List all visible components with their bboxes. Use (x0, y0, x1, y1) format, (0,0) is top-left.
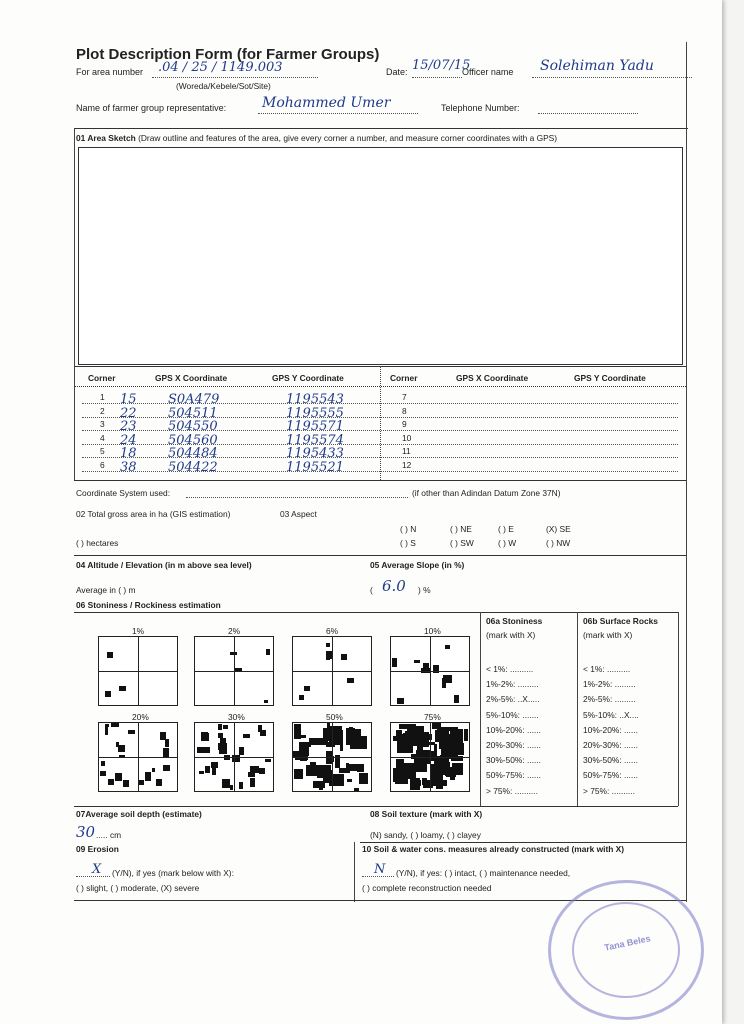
conservation-reconstruction[interactable]: ( ) complete reconstruction needed (362, 883, 492, 893)
square-midline-v (234, 723, 235, 791)
gps-corner-number-2: 9 (402, 419, 407, 429)
stone-mark (100, 771, 106, 776)
conservation-label: 10 Soil & water cons. measures already constructed (mark with X) (362, 844, 625, 854)
stone-mark (354, 788, 359, 791)
square-midline-v (332, 723, 333, 791)
gps-row-line (82, 417, 678, 418)
stone-mark (347, 779, 352, 782)
gps-row-line (82, 444, 678, 445)
altitude-average-field[interactable]: Average in ( ) m (76, 585, 136, 595)
stone-mark (218, 743, 227, 750)
stone-mark (337, 730, 343, 740)
gps-x-value[interactable]: 504560 (168, 432, 218, 448)
stone-mark (430, 751, 437, 761)
soil-depth-unit: ..... cm (96, 830, 122, 840)
gps-corner-number: 2 (100, 405, 105, 416)
soil-texture-options[interactable]: (N) sandy, ( ) loamy, ( ) clayey (370, 830, 481, 840)
stone-mark (464, 729, 468, 741)
stoniness-percent-label: 10% (424, 626, 441, 636)
gps-corner-note[interactable]: 24 (120, 432, 137, 448)
stone-mark (317, 770, 332, 778)
gps-corner-number: 5 (100, 446, 105, 456)
stone-mark (259, 768, 265, 774)
stone-mark (438, 766, 443, 773)
stone-mark (250, 778, 255, 787)
square-midline-v (138, 637, 139, 705)
stone-mark (119, 686, 126, 691)
stone-mark (397, 741, 413, 753)
gps-corner-number-2: 7 (402, 392, 407, 402)
stone-mark (201, 732, 208, 737)
stoniness-title: 06a Stoniness (486, 616, 543, 626)
form-title: Plot Description Form (for Farmer Groups) (76, 46, 380, 63)
stone-mark (294, 724, 301, 739)
hectares-field[interactable]: ( ) hectares (76, 538, 119, 548)
stone-mark (453, 729, 463, 744)
stone-mark (324, 736, 328, 745)
stone-mark (432, 723, 441, 729)
sketch-heading: 01 Area Sketch (76, 133, 136, 143)
stone-mark (230, 785, 233, 790)
surface-rocks-option[interactable]: 30%-50%: ...... (583, 755, 638, 766)
date-value[interactable]: 15/07/15 (412, 58, 471, 73)
stone-mark (392, 658, 397, 667)
surface-rocks-option[interactable]: 10%-20%: ...... (583, 724, 638, 735)
surface-rocks-option[interactable]: 2%-5%: ......... (583, 694, 636, 705)
soil-depth-value[interactable]: 30 (76, 823, 96, 841)
stone-mark (359, 773, 368, 784)
stone-mark (264, 700, 268, 703)
stone-mark (436, 775, 443, 789)
gps-y-value[interactable]: 1195574 (286, 432, 344, 448)
stone-mark (107, 652, 113, 658)
stone-mark (205, 766, 210, 773)
stoniness-option[interactable]: 10%-20%: ...... (486, 724, 541, 735)
stone-mark (294, 769, 303, 779)
stone-mark (350, 736, 367, 749)
surface-rocks-option[interactable]: 5%-10%: ..X.... (583, 709, 639, 720)
square-midline-v (430, 723, 431, 791)
stone-mark (218, 724, 222, 730)
rule-top (74, 128, 688, 129)
stoniness-sample-square (390, 722, 470, 792)
gps-row-line (82, 430, 678, 431)
erosion-yn-text: (Y/N), if yes (mark below with X): (112, 868, 234, 878)
aspect-e[interactable]: ( ) E (498, 524, 514, 534)
stone-mark (239, 747, 244, 755)
date-label: Date: (386, 67, 408, 77)
surface-rocks-option[interactable]: < 1%: .......... (583, 664, 631, 674)
surface-rocks-option[interactable]: 50%-75%: ...... (583, 770, 638, 781)
stamp-text: Tana Beles (603, 933, 652, 953)
gps-row-line (82, 457, 678, 458)
stone-mark (250, 766, 259, 773)
stone-mark (445, 645, 450, 649)
representative-value[interactable]: Mohammed Umer (262, 95, 391, 111)
stone-mark (239, 782, 243, 789)
stone-mark (212, 768, 216, 775)
officer-name-label: Officer name (462, 67, 514, 77)
aspect-nw[interactable]: ( ) NW (546, 538, 571, 548)
stone-mark (223, 725, 228, 729)
soil-depth-label: 07Average soil depth (estimate) (76, 809, 202, 819)
gps-header-corner-2: Corner (390, 373, 418, 383)
gps-header-corner: Corner (88, 373, 116, 383)
stone-mark (152, 768, 155, 772)
stone-mark (156, 779, 162, 786)
stoniness-sample-square (390, 636, 470, 706)
stoniness-heading: 06 Stoniness / Rockiness estimation (76, 600, 221, 610)
representative-line (258, 113, 418, 114)
coordinate-system-note: (if other than Adindan Datum Zone 37N) (412, 488, 561, 498)
stoniness-option[interactable]: 2%-5%: ..X..... (486, 694, 540, 705)
surface-rocks-subtitle: (mark with X) (583, 630, 633, 640)
erosion-severity[interactable]: ( ) slight, ( ) moderate, (X) severe (76, 883, 200, 893)
gps-mid-divider (380, 366, 381, 480)
gps-left-border (74, 366, 75, 480)
stone-mark (326, 643, 330, 647)
square-midline-v (430, 637, 431, 705)
stoniness-percent-label: 75% (424, 712, 441, 722)
stone-mark (105, 727, 108, 735)
stone-mark (163, 748, 169, 757)
stone-mark (327, 723, 330, 732)
erosion-yn-value[interactable]: X (92, 862, 102, 877)
stoniness-col-divider-a (480, 612, 481, 806)
stone-mark (115, 773, 122, 781)
aspect-s[interactable]: ( ) S (400, 538, 416, 548)
stoniness-option[interactable]: 30%-50%: ...... (486, 755, 541, 766)
stoniness-sample-square (194, 636, 274, 706)
stone-mark (443, 675, 452, 683)
stone-mark (348, 764, 364, 771)
stone-mark (163, 765, 170, 771)
representative-label: Name of farmer group representative: (76, 103, 227, 113)
stone-mark (423, 663, 429, 671)
sketch-area[interactable] (78, 147, 683, 365)
stoniness-option[interactable]: > 75%: .......... (486, 785, 538, 796)
surface-rocks-option[interactable]: > 75%: .......... (583, 785, 635, 796)
gps-header-x-2: GPS X Coordinate (456, 373, 529, 383)
gps-y-value[interactable]: 1195433 (286, 446, 344, 461)
coordinate-system-label: Coordinate System used: (76, 488, 171, 498)
erosion-divider (354, 842, 355, 902)
stoniness-sample-square (98, 722, 178, 792)
stoniness-percent-label: 30% (228, 712, 245, 722)
gps-corner-note[interactable]: 15 (120, 392, 137, 407)
sketch-instructions: (Draw outline and features of the area, give every corner a number, and measure corner coordinates with a GPS) (138, 133, 558, 143)
slope-prefix: ( (370, 585, 373, 595)
stone-mark (265, 759, 271, 762)
stoniness-percent-label: 1% (132, 626, 145, 636)
date-line (412, 77, 462, 78)
stone-mark (222, 779, 230, 788)
official-stamp-inner (572, 902, 680, 998)
stone-mark (442, 683, 446, 688)
stone-mark (199, 771, 204, 774)
soil-texture-label: 08 Soil texture (mark with X) (370, 809, 483, 819)
stone-mark (434, 744, 437, 751)
stoniness-option[interactable]: < 1%: .......... (486, 664, 534, 674)
stoniness-rule (74, 612, 678, 613)
gps-corner-note[interactable]: 23 (120, 419, 137, 434)
gps-header-y-2: GPS Y Coordinate (574, 373, 646, 383)
area-number-sublabel: (Woreda/Kebele/Sot/Site) (176, 81, 271, 91)
gps-y-value[interactable]: 1195571 (286, 419, 344, 434)
gps-corner-number: 1 (100, 392, 105, 402)
slope-value[interactable]: 6.0 (382, 577, 406, 595)
gps-y-value[interactable]: 1195521 (286, 459, 344, 475)
stone-mark (204, 747, 210, 753)
stone-mark (128, 730, 135, 734)
gps-corner-note[interactable]: 38 (120, 459, 137, 475)
stone-mark (160, 732, 166, 740)
stone-mark (393, 736, 405, 741)
stone-mark (397, 698, 404, 704)
gps-y-value[interactable]: 1195555 (286, 405, 344, 421)
stone-mark (422, 732, 429, 747)
aspect-se[interactable]: (X) SE (546, 524, 571, 534)
stone-mark (398, 777, 408, 783)
sketch-heading-row (76, 133, 557, 143)
stone-mark (118, 745, 125, 752)
slope-label: 05 Average Slope (in %) (370, 560, 465, 570)
stone-mark (258, 725, 262, 732)
stone-mark (165, 739, 169, 747)
frame-right (686, 42, 687, 902)
stone-mark (446, 769, 456, 777)
gps-x-value[interactable]: 504484 (168, 446, 218, 461)
stoniness-percent-label: 6% (326, 626, 339, 636)
officer-name-value[interactable]: Solehiman Yadu (540, 58, 654, 74)
surface-rocks-title: 06b Surface Rocks (583, 616, 658, 626)
gps-x-value[interactable]: 504550 (168, 419, 218, 434)
stoniness-col-divider-b (577, 612, 578, 806)
stoniness-sample-square (194, 722, 274, 792)
stone-mark (145, 772, 151, 781)
stoniness-sample-square (292, 636, 372, 706)
gps-corner-note[interactable]: 22 (120, 405, 137, 421)
area-number-value[interactable]: .04 / 25 / 1149.003 (158, 60, 283, 75)
stone-mark (211, 762, 218, 768)
stone-mark (101, 761, 105, 766)
aspect-sw[interactable]: ( ) SW (450, 538, 474, 548)
stone-mark (219, 750, 227, 754)
gps-row-line (82, 403, 678, 404)
stone-mark (329, 738, 337, 742)
stone-mark (451, 743, 464, 755)
gps-x-value[interactable]: 504511 (168, 405, 218, 421)
stone-mark (299, 695, 304, 700)
stoniness-option[interactable]: 50%-75%: ...... (486, 770, 541, 781)
stone-mark (111, 723, 119, 727)
stone-mark (266, 649, 270, 655)
gps-row-line (82, 471, 678, 472)
stoniness-subtitle: (mark with X) (486, 630, 536, 640)
gps-header-y: GPS Y Coordinate (272, 373, 344, 383)
total-area-label: 02 Total gross area in ha (GIS estimation) (76, 509, 231, 519)
stoniness-sample-square (98, 636, 178, 706)
gps-corner-number-2: 12 (402, 459, 412, 470)
conservation-yn-text: (Y/N), if yes: ( ) intact, ( ) maintenance needed, (396, 868, 571, 878)
officer-name-line (532, 77, 692, 78)
stone-mark (123, 780, 129, 787)
stoniness-option[interactable]: 1%-2%: ......... (486, 679, 539, 690)
stone-mark (349, 729, 361, 737)
aspect-ne[interactable]: ( ) NE (450, 524, 472, 534)
stone-mark (243, 734, 250, 738)
coordinate-system-line[interactable] (186, 497, 408, 498)
conservation-yn-value[interactable]: N (374, 862, 386, 877)
altitude-label: 04 Altitude / Elevation (in m above sea level) (76, 560, 252, 570)
stoniness-percent-label: 50% (326, 712, 343, 722)
gps-corner-number: 4 (100, 432, 105, 443)
stone-mark (410, 778, 420, 790)
frame-left (74, 128, 75, 366)
stoniness-table-bottom (480, 806, 678, 807)
gps-corner-number: 6 (100, 459, 105, 470)
aspect-label: 03 Aspect (280, 509, 317, 519)
gps-corner-number-2: 8 (402, 405, 407, 416)
telephone-label: Telephone Number: (441, 103, 520, 113)
gps-x-value[interactable]: 504422 (168, 459, 218, 475)
altitude-rule (74, 555, 686, 556)
stone-mark (218, 733, 223, 738)
gps-rule-bottom (74, 480, 686, 481)
surface-rocks-option[interactable]: 20%-30%: ...... (583, 740, 638, 750)
stone-mark (399, 724, 416, 729)
erosion-rule-right (360, 842, 686, 843)
stone-mark (304, 686, 310, 691)
square-midline-v (138, 723, 139, 791)
soil-rule (74, 806, 480, 807)
stone-mark (341, 654, 347, 660)
stone-mark (347, 678, 354, 683)
telephone-line[interactable] (538, 113, 638, 114)
square-midline-v (332, 637, 333, 705)
stone-mark (309, 738, 324, 745)
aspect-w[interactable]: ( ) W (498, 538, 517, 548)
stone-mark (108, 779, 114, 785)
stoniness-option[interactable]: 20%-30%: ...... (486, 740, 541, 750)
gps-corner-number: 3 (100, 419, 105, 429)
aspect-n[interactable]: ( ) N (400, 524, 417, 534)
gps-corner-number-2: 11 (402, 446, 411, 456)
gps-corner-note[interactable]: 18 (120, 446, 137, 461)
gps-header-x: GPS X Coordinate (155, 373, 228, 383)
stone-mark (105, 691, 111, 697)
stone-mark (454, 695, 459, 703)
square-midline-v (234, 637, 235, 705)
stoniness-sample-square (292, 722, 372, 792)
slope-suffix: ) % (418, 585, 431, 595)
stoniness-percent-label: 2% (228, 626, 241, 636)
erosion-label: 09 Erosion (76, 844, 119, 854)
stoniness-option[interactable]: 5%-10%: ....... (486, 709, 539, 720)
stone-mark (310, 762, 316, 776)
area-number-label: For area number (76, 67, 144, 77)
gps-corner-number-2: 10 (402, 432, 412, 443)
stoniness-percent-label: 20% (132, 712, 149, 722)
gps-x-value[interactable]: S0A479 (168, 392, 220, 407)
stone-mark (423, 780, 433, 788)
stone-mark (414, 660, 420, 663)
surface-rocks-option[interactable]: 1%-2%: ......... (583, 679, 636, 690)
area-number-line (152, 77, 318, 78)
gps-y-value[interactable]: 1195543 (286, 392, 344, 407)
stoniness-col-divider-c (678, 612, 679, 806)
